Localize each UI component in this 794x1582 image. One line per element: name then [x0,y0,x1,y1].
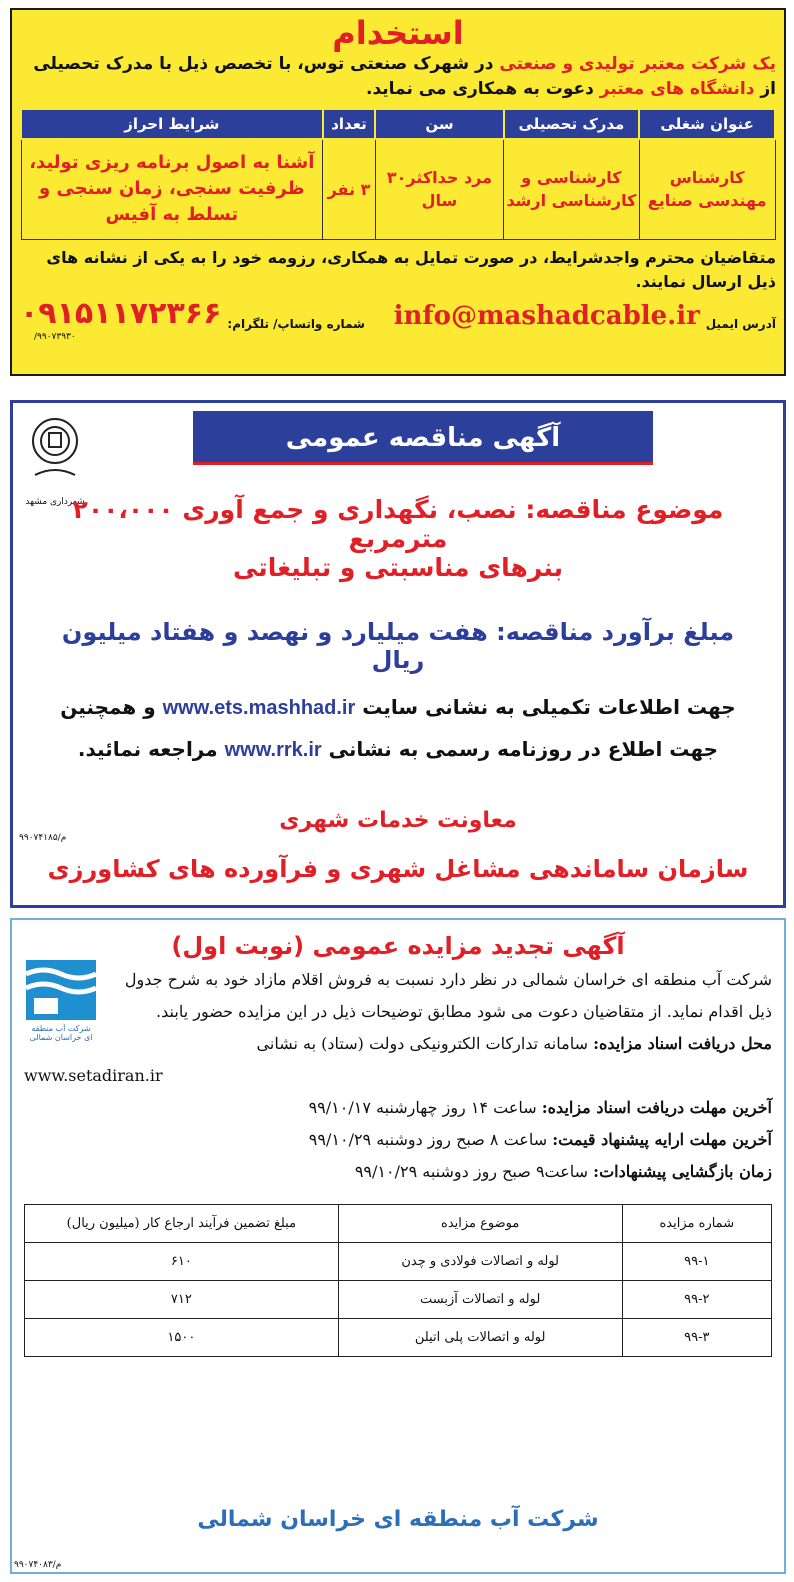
job-cell-requirements: آشنا به اصول برنامه ریزی تولید، ظرفیت سنجی، زمان سنجی و تسلط به آفیس [21,139,323,239]
auction-header-subject: موضوع مزایده [338,1205,622,1243]
auction-subject: لوله و اتصالات پلی اتیلن [338,1319,622,1357]
email-label: آدرس ایمیل [705,316,776,331]
intro-text-2: از [754,79,776,99]
auction-header-number: شماره مزایده [622,1205,771,1243]
auction-guarantee: ۷۱۲ [25,1281,339,1319]
job-cell-age: مرد حداکثر۳۰ سال [375,139,503,239]
job-table [20,108,776,240]
contact-row [20,296,776,331]
intro-universities: دانشگاه های معتبر [599,79,755,99]
logo-caption: شرکت آب منطقه ای خراسان شمالی [29,1024,93,1042]
auction-title: آگهی تجدید مزایده عمومی (نوبت اول) [171,932,625,960]
tender-banner: آگهی مناقصه عمومی [193,411,653,465]
job-cell-degree: کارشناسی و کارشناسی ارشد [504,139,640,239]
ad-code: /۹۹۰۷۳۹۳۰ [34,332,76,342]
employment-title: استخدام [332,14,464,52]
tender-info-line1: جهت اطلاعات تکمیلی به نشانی سایت www.ets.mashhad.ir و همچنین [60,695,736,719]
auction-opening-time: زمان بازگشایی پیشنهادات: ساعت۹ صبح روز دوشنبه ۹۹/۱۰/۲۹ [354,1162,772,1181]
tender-info-line2: جهت اطلاع در روزنامه رسمی به نشانی www.rrk.ir مراجعه نمائید. [77,737,719,761]
table-row [25,1319,772,1357]
email-link[interactable]: info@mashadcable.ir [393,300,700,331]
auction-guarantee: ۱۵۰۰ [25,1319,339,1357]
auction-subject: لوله و اتصالات فولادی و چدن [338,1243,622,1281]
employment-intro [20,52,776,102]
intro-text-1: در شهرک صنعتی توس، با تخصص ذیل با مدرک تحصیلی [33,54,500,74]
tender-organization: سازمان ساماندهی مشاغل شهری و فرآورده های کشاورزی [47,855,749,883]
water-company-logo-icon [26,938,96,1048]
auction-number: ۹۹-۳ [622,1319,771,1357]
phone-number: ۰۹۱۵۱۱۷۲۳۶۶ [20,295,222,331]
setad-site-link[interactable]: www.setadiran.ir [24,1066,163,1085]
table-row [25,1243,772,1281]
employment-footer: متقاضیان محترم واجدشرایط، در صورت تمایل به همکاری، رزومه خود را به یکی از نشانه های ذیل ارسال نمایند. [46,247,776,291]
job-cell-count: ۳ نفر [323,139,376,239]
employment-ad [10,8,786,376]
auction-guarantee: ۶۱۰ [25,1243,339,1281]
rrk-site-link[interactable]: www.rrk.ir [224,739,322,761]
auction-header-guarantee: مبلغ تضمین فرآیند ارجاع کار (میلیون ریال) [25,1205,339,1243]
job-header-title: عنوان شغلی [639,109,775,139]
auction-table [24,1204,772,1357]
intro-company: یک شرکت معتبر تولیدی و صنعتی [499,54,776,74]
job-cell-title: کارشناس مهندسی صنایع [639,139,775,239]
tender-department: معاونت خدمات شهری [279,808,517,833]
auction-number: ۹۹-۱ [622,1243,771,1281]
auction-company: شرکت آب منطقه ای خراسان شمالی [197,1507,599,1532]
tender-ad [10,400,786,908]
auction-intro: شرکت آب منطقه ای خراسان شمالی در نظر دارد نسبت به فروش اقلام مازاد خود به شرح جدول ذیل اقدام نماید. از متقاضیان دعوت می شود مطابق توضیحات ذیل در این مزایده حضور یابند. [124,970,772,1021]
auction-ad [10,918,786,1574]
job-header-count: تعداد [323,109,376,139]
mashhad-municipality-logo-icon [25,413,85,507]
auction-number: ۹۹-۲ [622,1281,771,1319]
tender-subject-line1: موضوع مناقصه: نصب، نگهداری و جمع آوری ۲۰۰،۰۰۰ مترمربع [72,495,724,553]
logo-caption: شهرداری مشهد [25,497,85,507]
ad-code: م/۹۹۰۷۴۱۸۵ [19,833,67,843]
phone-label: شماره واتساپ/ تلگرام: [227,316,365,331]
job-header-requirements: شرایط احراز [21,109,323,139]
job-header-age: سن [375,109,503,139]
table-row [25,1281,772,1319]
auction-deadline-documents: آخرین مهلت دریافت اسناد مزایده: ساعت ۱۴ روز چهارشنبه ۹۹/۱۰/۱۷ [308,1098,772,1117]
job-header-degree: مدرک تحصیلی [504,109,640,139]
ad-code: م/۹۹۰۷۴۰۸۳ [14,1560,62,1570]
intro-text-3: دعوت به همکاری می نماید. [366,79,600,99]
auction-place: محل دریافت اسناد مزایده: سامانه تدارکات الکترونیکی دولت (ستاد) به نشانی [256,1034,772,1053]
auction-deadline-offer: آخرین مهلت ارایه پیشنهاد قیمت: ساعت ۸ صبح روز دوشنبه ۹۹/۱۰/۲۹ [308,1130,772,1149]
tender-subject-line2: بنرهای مناسبتی و تبلیغاتی [233,553,563,582]
auction-subject: لوله و اتصالات آزبست [338,1281,622,1319]
tender-estimate: مبلغ برآورد مناقصه: هفت میلیارد و نهصد و هفتاد میلیون ریال [61,618,735,674]
ets-site-link[interactable]: www.ets.mashhad.ir [162,697,356,719]
